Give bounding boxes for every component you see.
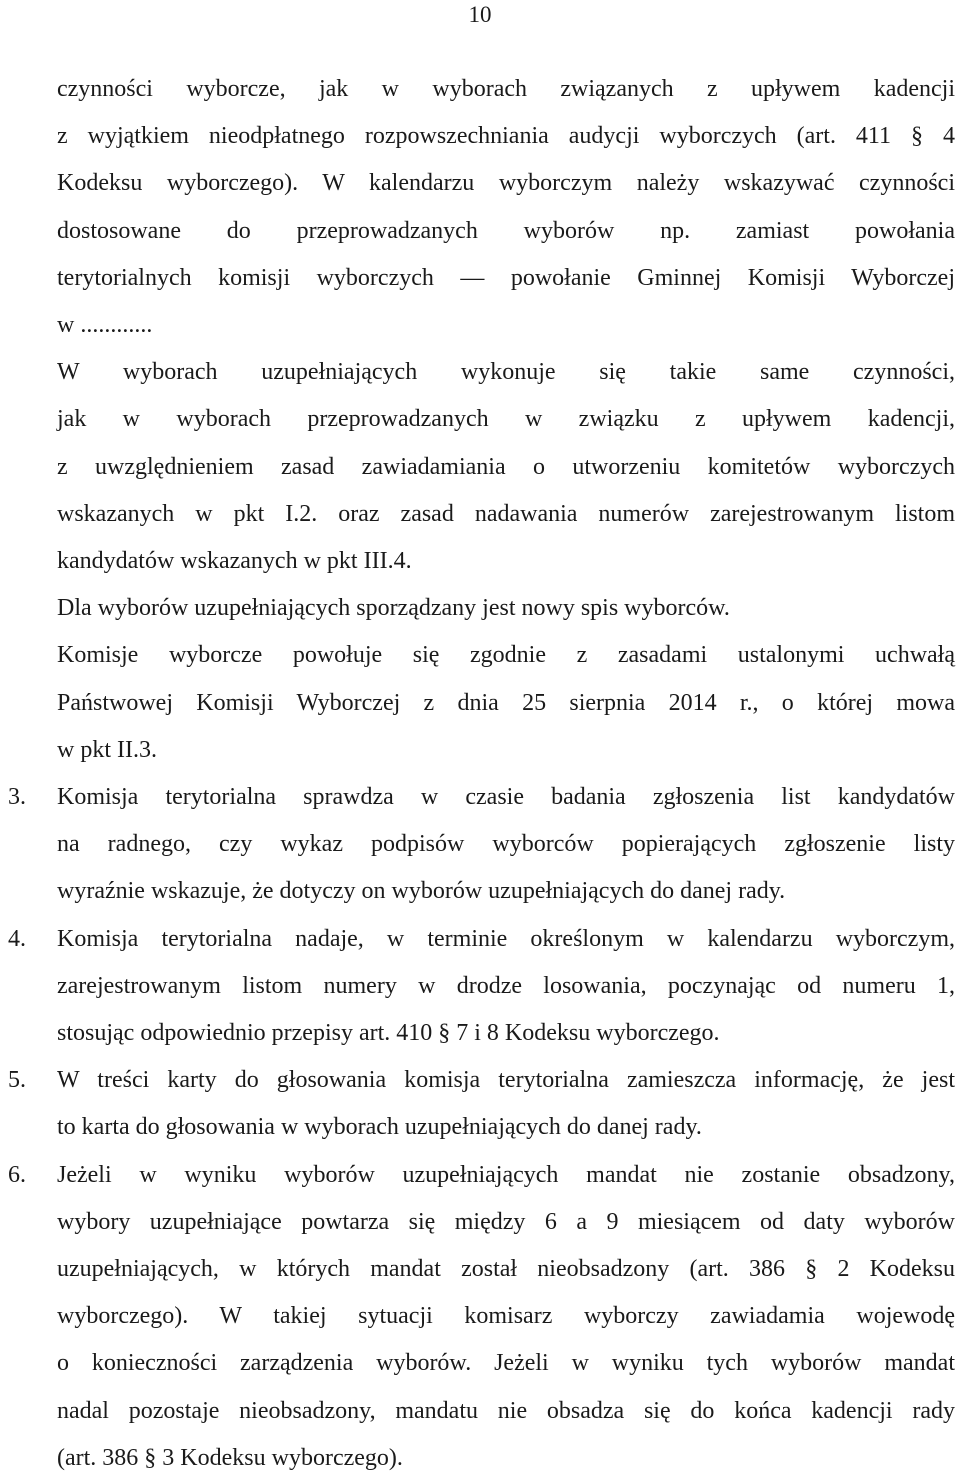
- list-item-number: 6.: [8, 1161, 26, 1188]
- text-line: wybory uzupełniające powtarza się między 6 a 9 miesiącem od daty wyborów: [57, 1208, 955, 1235]
- text-line: zarejestrowanym listom numery w drodze losowania, poczynając od numeru 1,: [57, 972, 955, 999]
- paragraph-spis: [57, 585, 955, 632]
- text-line: Kodeksu wyborczego). W kalendarzu wyborczym należy wskazywać czynności: [57, 170, 955, 197]
- text-line: (art. 386 § 3 Kodeksu wyborczego).: [57, 1444, 403, 1471]
- text-line: nadal pozostaje nieobsadzony, mandatu nie obsadza się do końca kadencji rady: [57, 1397, 955, 1424]
- text-line: to karta do głosowania w wyborach uzupełniających do danej rady.: [57, 1114, 702, 1141]
- text-line: w ............: [57, 312, 153, 339]
- list-item-3: [8, 774, 955, 916]
- text-line: stosując odpowiednio przepisy art. 410 § 7 i 8 Kodeksu wyborczego.: [57, 1020, 720, 1047]
- paragraph-komisje: [57, 632, 955, 774]
- list-item-number: 3.: [8, 784, 26, 811]
- text-line: o konieczności zarządzenia wyborów. Jeżeli w wyniku tych wyborów mandat: [57, 1350, 955, 1377]
- text-line: wyborczego). W takiej sytuacji komisarz wyborczy zawiadamia wojewodę: [57, 1303, 955, 1330]
- text-line: czynności wyborcze, jak w wyborach związanych z upływem kadencji: [57, 76, 955, 102]
- list-item-number: 5.: [8, 1067, 26, 1094]
- text-line: W treści karty do głosowania komisja terytorialna zamieszcza informację, że jest: [57, 1067, 955, 1094]
- text-line: Jeżeli w wyniku wyborów uzupełniających mandat nie zostanie obsadzony,: [57, 1161, 955, 1188]
- list-item-5: [8, 1057, 955, 1151]
- list-item-4: [8, 916, 955, 1058]
- text-line: Komisja terytorialna nadaje, w terminie określonym w kalendarzu wyborczym,: [57, 925, 955, 952]
- text-line: uzupełniających, w których mandat został nieobsadzony (art. 386 § 2 Kodeksu: [57, 1256, 955, 1283]
- paragraph-uzupelniajace: [57, 349, 955, 585]
- text-line: kandydatów wskazanych w pkt III.4.: [57, 548, 412, 575]
- text-line: W wyborach uzupełniających wykonuje się takie same czynności,: [57, 359, 955, 386]
- paragraph-intro: [57, 66, 955, 349]
- text-line: na radnego, czy wykaz podpisów wyborców popierających zgłoszenie listy: [57, 831, 955, 858]
- text-line: terytorialnych komisji wyborczych — powołanie Gminnej Komisji Wyborczej: [57, 264, 955, 291]
- text-line: Dla wyborów uzupełniających sporządzany jest nowy spis wyborców.: [57, 595, 730, 622]
- text-line: Komisje wyborcze powołuje się zgodnie z zasadami ustalonymi uchwałą: [57, 642, 955, 669]
- text-line: wskazanych w pkt I.2. oraz zasad nadawania numerów zarejestrowanym listom: [57, 500, 955, 527]
- list-item-number: 4.: [8, 925, 26, 952]
- text-line: dostosowane do przeprowadzanych wyborów np. zamiast powołania: [57, 217, 955, 244]
- page-number: 10: [468, 2, 492, 27]
- text-line: jak w wyborach przeprowadzanych w związku z upływem kadencji,: [57, 406, 955, 433]
- document-body: [8, 66, 955, 1482]
- text-line: wyraźnie wskazuje, że dotyczy on wyborów uzupełniających do danej rady.: [57, 878, 786, 905]
- list-item-6: [8, 1152, 955, 1482]
- text-line: Komisja terytorialna sprawdza w czasie badania zgłoszenia list kandydatów: [57, 784, 955, 811]
- text-line: Państwowej Komisji Wyborczej z dnia 25 sierpnia 2014 r., o której mowa: [57, 689, 955, 716]
- text-line: z wyjątkiem nieodpłatnego rozpowszechniania audycji wyborczych (art. 411 § 4: [57, 123, 955, 150]
- text-line: w pkt II.3.: [57, 736, 157, 763]
- text-line: z uwzględnieniem zasad zawiadamiania o utworzeniu komitetów wyborczych: [57, 453, 955, 480]
